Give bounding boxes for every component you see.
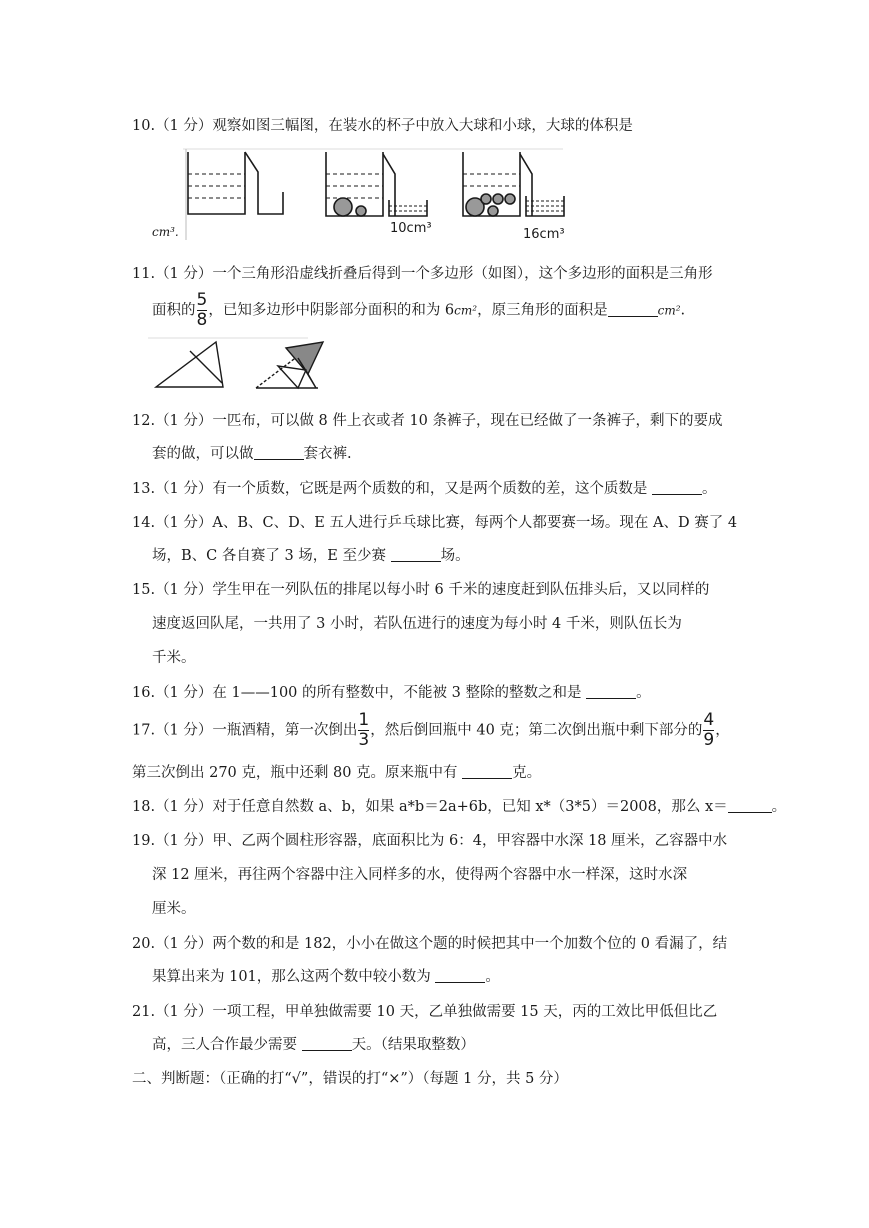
question-17 xyxy=(132,712,730,749)
text-segment: 。 xyxy=(771,799,787,815)
question-17-line2 xyxy=(132,761,541,782)
section-2-heading: 二、判断题：（正确的打“√”，错误的打“×”）（每题 1 分，共 5 分） xyxy=(132,1071,568,1087)
text-segment: 。 xyxy=(636,685,651,701)
question-19-line3: 厘米。 xyxy=(152,901,196,917)
question-number: 12. xyxy=(132,413,156,429)
unit-label: cm² xyxy=(657,303,681,318)
question-text: （1 分）一个三角形沿虚线折叠后得到一个多边形（如图），这个多边形的面积是三角形 xyxy=(155,266,713,282)
answer-blank[interactable] xyxy=(302,1036,352,1051)
answer-blank[interactable] xyxy=(435,968,485,983)
question-text: （1 分）学生甲在一列队伍的排尾以每小时 6 千米的速度赶到队伍排头后，又以同样的 xyxy=(155,582,710,598)
text-segment: ，然后倒回瓶中 40 克；第二次倒出瓶中剩下部分的 xyxy=(370,722,703,739)
question-18 xyxy=(132,795,786,816)
text-segment: 果算出来为 101，那么这两个数中较小数为 xyxy=(152,969,431,985)
triangle-figures xyxy=(148,336,348,396)
question-12-line2 xyxy=(152,442,352,463)
answer-blank[interactable] xyxy=(391,547,441,562)
text-segment: 克。 xyxy=(512,765,542,781)
numerator: 5 xyxy=(196,290,208,310)
answer-blank[interactable] xyxy=(462,764,512,779)
answer-blank[interactable] xyxy=(652,480,702,495)
text-segment: 。 xyxy=(485,969,500,985)
question-number: 14. xyxy=(132,515,156,531)
text-segment: 套衣裤. xyxy=(303,446,352,462)
triangle-original xyxy=(156,342,223,387)
question-20 xyxy=(132,932,727,953)
question-19 xyxy=(132,829,727,850)
denominator: 9 xyxy=(703,730,715,750)
answer-blank[interactable] xyxy=(608,302,658,317)
answer-blank[interactable] xyxy=(728,798,772,813)
triangle-folded xyxy=(256,342,323,388)
question-11-line2 xyxy=(152,292,685,329)
question-text: （1 分）甲、乙两个圆柱形容器，底面积比为 6：4，甲容器中水深 18 厘米，乙容器中水 xyxy=(155,833,728,849)
answer-blank[interactable] xyxy=(586,684,636,699)
volume-unit xyxy=(152,224,179,240)
text-segment: （1 分）一瓶酒精，第一次倒出 xyxy=(155,722,358,739)
cup-1 xyxy=(188,152,283,214)
question-number: 17. xyxy=(132,722,156,739)
question-15-line2: 速度返回队尾，一共用了 3 小时，若队伍进行的速度为每小时 4 千米，则队伍长为 xyxy=(152,616,682,632)
question-number: 13. xyxy=(132,481,156,497)
text-segment: 面积的 xyxy=(152,302,196,319)
text-segment: 场。 xyxy=(440,548,470,564)
question-text: （1 分）一匹布，可以做 8 件上衣或者 10 条裤子，现在已经做了一条裤子，剩下的要成 xyxy=(155,413,723,429)
question-13 xyxy=(132,477,717,498)
question-21-line2 xyxy=(152,1033,475,1054)
question-14 xyxy=(132,511,737,532)
question-11 xyxy=(132,262,713,283)
question-text: （1 分）观察如图三幅图，在装水的杯子中放入大球和小球，大球的体积是 xyxy=(155,118,633,134)
text-segment: 第三次倒出 270 克，瓶中还剩 80 克。原来瓶中有 xyxy=(132,765,458,781)
text-segment: ，已知多边形中阴影部分面积的和为 6 xyxy=(208,302,455,319)
question-number: 16. xyxy=(132,685,156,701)
denominator: 8 xyxy=(196,310,208,330)
question-19-line2: 深 12 厘米，再往两个容器中注入同样多的水，使得两个容器中水一样深，这时水深 xyxy=(152,867,688,883)
question-text: （1 分）对于任意自然数 a、b，如果 a*b＝2a+6b，已知 x*（3*5）＝2008，那么 x＝ xyxy=(155,799,728,815)
text-segment: ，原三角形的面积是 xyxy=(477,302,608,319)
text-segment: 天。（结果取整数） xyxy=(351,1037,475,1053)
question-number: 20. xyxy=(132,936,156,952)
question-14-line2 xyxy=(152,544,470,565)
figure-2-label: 10cm³ xyxy=(390,221,432,236)
text-segment: 场，B、C 各自赛了 3 场，E 至少赛 xyxy=(152,548,386,564)
question-15 xyxy=(132,578,709,599)
question-number: 19. xyxy=(132,833,156,849)
question-number: 18. xyxy=(132,799,156,815)
figure-3-label: 16cm³ xyxy=(523,227,565,242)
fraction-1-3 xyxy=(358,712,369,749)
answer-blank[interactable] xyxy=(254,445,304,460)
text-segment: 高，三人合作最少需要 xyxy=(152,1037,297,1053)
question-16 xyxy=(132,681,651,702)
denominator: 3 xyxy=(358,730,370,750)
question-text: （1 分）两个数的和是 182，小小在做这个题的时候把其中一个加数个位的 0 看漏了，结 xyxy=(155,936,728,952)
numerator: 1 xyxy=(358,710,370,730)
question-number: 21. xyxy=(132,1004,156,1020)
cup-2 xyxy=(326,152,427,216)
text-segment: 套的做，可以做 xyxy=(152,446,254,462)
cup-3 xyxy=(463,152,564,216)
unit-label: cm³. xyxy=(152,225,179,239)
question-text: （1 分）有一个质数，它既是两个质数的和，又是两个质数的差，这个质数是 xyxy=(155,481,648,497)
text-segment: . xyxy=(680,302,686,319)
question-text: （1 分）在 1——100 的所有整数中，不能被 3 整除的整数之和是 xyxy=(155,685,582,701)
question-21 xyxy=(132,1000,717,1021)
question-20-line2 xyxy=(152,965,500,986)
question-number: 11. xyxy=(132,266,156,282)
fraction-4-9 xyxy=(703,712,714,749)
question-15-line3: 千米。 xyxy=(152,650,196,666)
text-segment: 。 xyxy=(702,481,717,497)
text-segment: ， xyxy=(715,722,730,739)
fraction-5-8 xyxy=(197,292,208,329)
question-number: 15. xyxy=(132,582,156,598)
question-text: （1 分）一项工程，甲单独做需要 10 天，乙单独做需要 15 天，丙的工效比甲低但比乙 xyxy=(155,1004,718,1020)
numerator: 4 xyxy=(703,710,715,730)
unit-label: cm² xyxy=(454,303,478,318)
question-number: 10. xyxy=(132,118,156,134)
question-10 xyxy=(132,114,633,135)
question-12 xyxy=(132,409,723,430)
question-text: （1 分）A、B、C、D、E 五人进行乒乓球比赛，每两个人都要赛一场。现在 A、D 赛了 4 xyxy=(155,515,738,531)
